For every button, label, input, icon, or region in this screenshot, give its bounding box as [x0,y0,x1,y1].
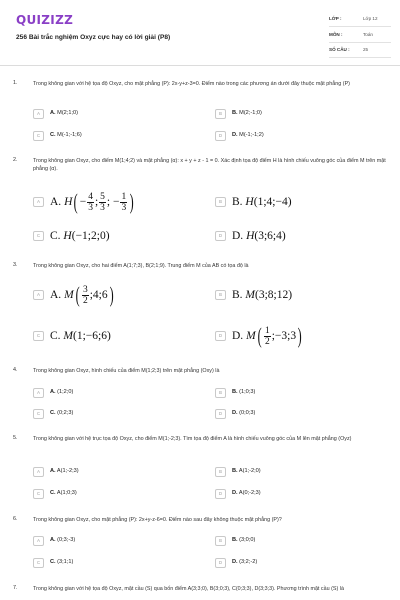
option-badge: B [215,467,226,477]
question-5-option-a[interactable]: A A. A(1;-2;3) [33,467,203,479]
option-badge: C [33,489,44,499]
question-4-option-d[interactable]: D D. (0;0;3) [215,409,385,421]
question-4-option-a[interactable]: A A. (1;2;0) [33,388,203,400]
question-2-option-b[interactable]: B B. H (1;4;−4) [215,188,385,216]
meta-label-class: LỚP : [329,16,342,21]
meta-value-count: 25 [363,47,369,52]
question-text: Trong không gian Oxyz, cho điểm M(1;4;2) và mặt phẳng (α): x + y + z - 1 = 0. Xác định tọa độ điểm H là hình chiếu vuông góc của điểm M trên mặt phẳng (α). [33,158,386,173]
page-header [0,0,400,66]
question-text: Trong không gian Oxyz, hình chiếu của điểm M(1;2;3) trên mặt phẳng (Oxy) là [33,368,220,374]
option-badge: D [215,131,226,141]
question-6-option-c[interactable]: C C. (3;1;1) [33,558,203,570]
question-text: Trong không gian với hệ tọa độ Oxyz, mặt cầu (S) qua bốn điểm A(3;3;0), B(3;0;3), C(0;3;3), D(3;3;3). Phương trình mặt cầu (S) là [33,586,345,592]
question-4-option-c[interactable]: C C. (0;2;3) [33,409,203,421]
option-badge: B [215,290,226,300]
question-text: Trong không gian Oxyz, cho hai điểm A(1;7;3), B(2;1;9). Trung điểm M của AB có tọa độ là [33,263,249,269]
option-badge: B [215,109,226,119]
question-2-option-d[interactable]: D D. H (3;6;4) [215,226,385,246]
question-3-option-d[interactable]: D D. M ( $\frac{1}{2}$ ;−3;3 ) [215,321,385,351]
question-text: Trong không gian với hệ tọa độ Oxyz, cho mặt phẳng (P): 2x-y+z-3=0. Điểm nào trong các phương án dưới đây thuộc mặt phẳng (P) [33,81,350,87]
question-1-option-c[interactable]: C C. M(-1;-1;6) [33,131,203,143]
option-badge: A [33,467,44,477]
page-title: 256 Bài trắc nghiệm Oxyz cực hay có lời giải (P8) [16,34,171,41]
question-text: Trong không gian Oxyz, cho mặt phẳng (P): 2x+y-z-6=0. Điểm nào sau đây không thuộc mặt phẳng (P)? [33,517,282,523]
question-5-option-c[interactable]: C C. A(1;0;3) [33,489,203,501]
option-badge: C [33,331,44,341]
question-4-option-b[interactable]: B B. (1;0;3) [215,388,385,400]
option-badge: B [215,536,226,546]
question-6-option-a[interactable]: A A. (0;3;-3) [33,536,203,548]
question-3-option-b[interactable]: B B. M (3;8;12) [215,280,385,310]
question-number: 2. [13,157,18,163]
option-badge: A [33,290,44,300]
option-badge: C [33,558,44,568]
question-1-option-d[interactable]: D D. M(-1;-1;2) [215,131,385,143]
question-5-option-d[interactable]: D D. A(0;-2;3) [215,489,385,501]
meta-value-subject: Toán [363,32,373,37]
option-badge: A [33,388,44,398]
quizizz-logo: QUIZIZZ [16,13,74,27]
question-6-option-b[interactable]: B B. (3;0;0) [215,536,385,548]
question-number: 6. [13,516,18,522]
option-badge: C [33,131,44,141]
question-1-option-a[interactable]: A A. M(2;1;0) [33,109,203,121]
meta-label-subject: MÔN : [329,32,343,37]
option-badge: D [215,558,226,568]
option-badge: D [215,409,226,419]
question-number: 4. [13,367,18,373]
meta-divider [329,57,391,58]
question-text: Trong không gian với hệ trục tọa độ Oxyz, cho điểm M(1;-2;3). Tìm tọa độ điểm A là hình chiếu vuông góc của M lên mặt phẳng (Oyz) [33,436,352,442]
option-badge: B [215,197,226,207]
meta-divider [329,26,391,27]
question-number: 7. [13,585,18,591]
option-badge: D [215,331,226,341]
option-badge: D [215,231,226,241]
question-number: 5. [13,435,18,441]
option-badge: B [215,388,226,398]
question-5-option-b[interactable]: B B. A(1;-2;0) [215,467,385,479]
meta-divider [329,42,391,43]
meta-label-count: SỐ CÂU : [329,47,350,52]
question-2-option-c[interactable]: C C. H (−1;2;0) [33,226,203,246]
option-badge: A [33,109,44,119]
question-3-option-a[interactable]: A A. M ( $\frac{3}{2}$ ;4;6 ) [33,280,203,310]
question-number: 1. [13,80,18,86]
option-badge: C [33,409,44,419]
option-badge: D [215,489,226,499]
option-badge: A [33,536,44,546]
option-badge: A [33,197,44,207]
option-badge: C [33,231,44,241]
question-1-option-b[interactable]: B B. M(2;-1;0) [215,109,385,121]
question-6-option-d[interactable]: D D. (3;2;-2) [215,558,385,570]
question-2-option-a[interactable]: A A. H ( − $\frac{4}{3}$ ; $\frac{5}{3}$ ; − $\frac{1}{3}$ ) [33,188,203,216]
question-number: 3. [13,262,18,268]
question-3-option-c[interactable]: C C. M (1;−6;6) [33,321,203,351]
meta-value-class: Lớp 12 [363,16,378,21]
